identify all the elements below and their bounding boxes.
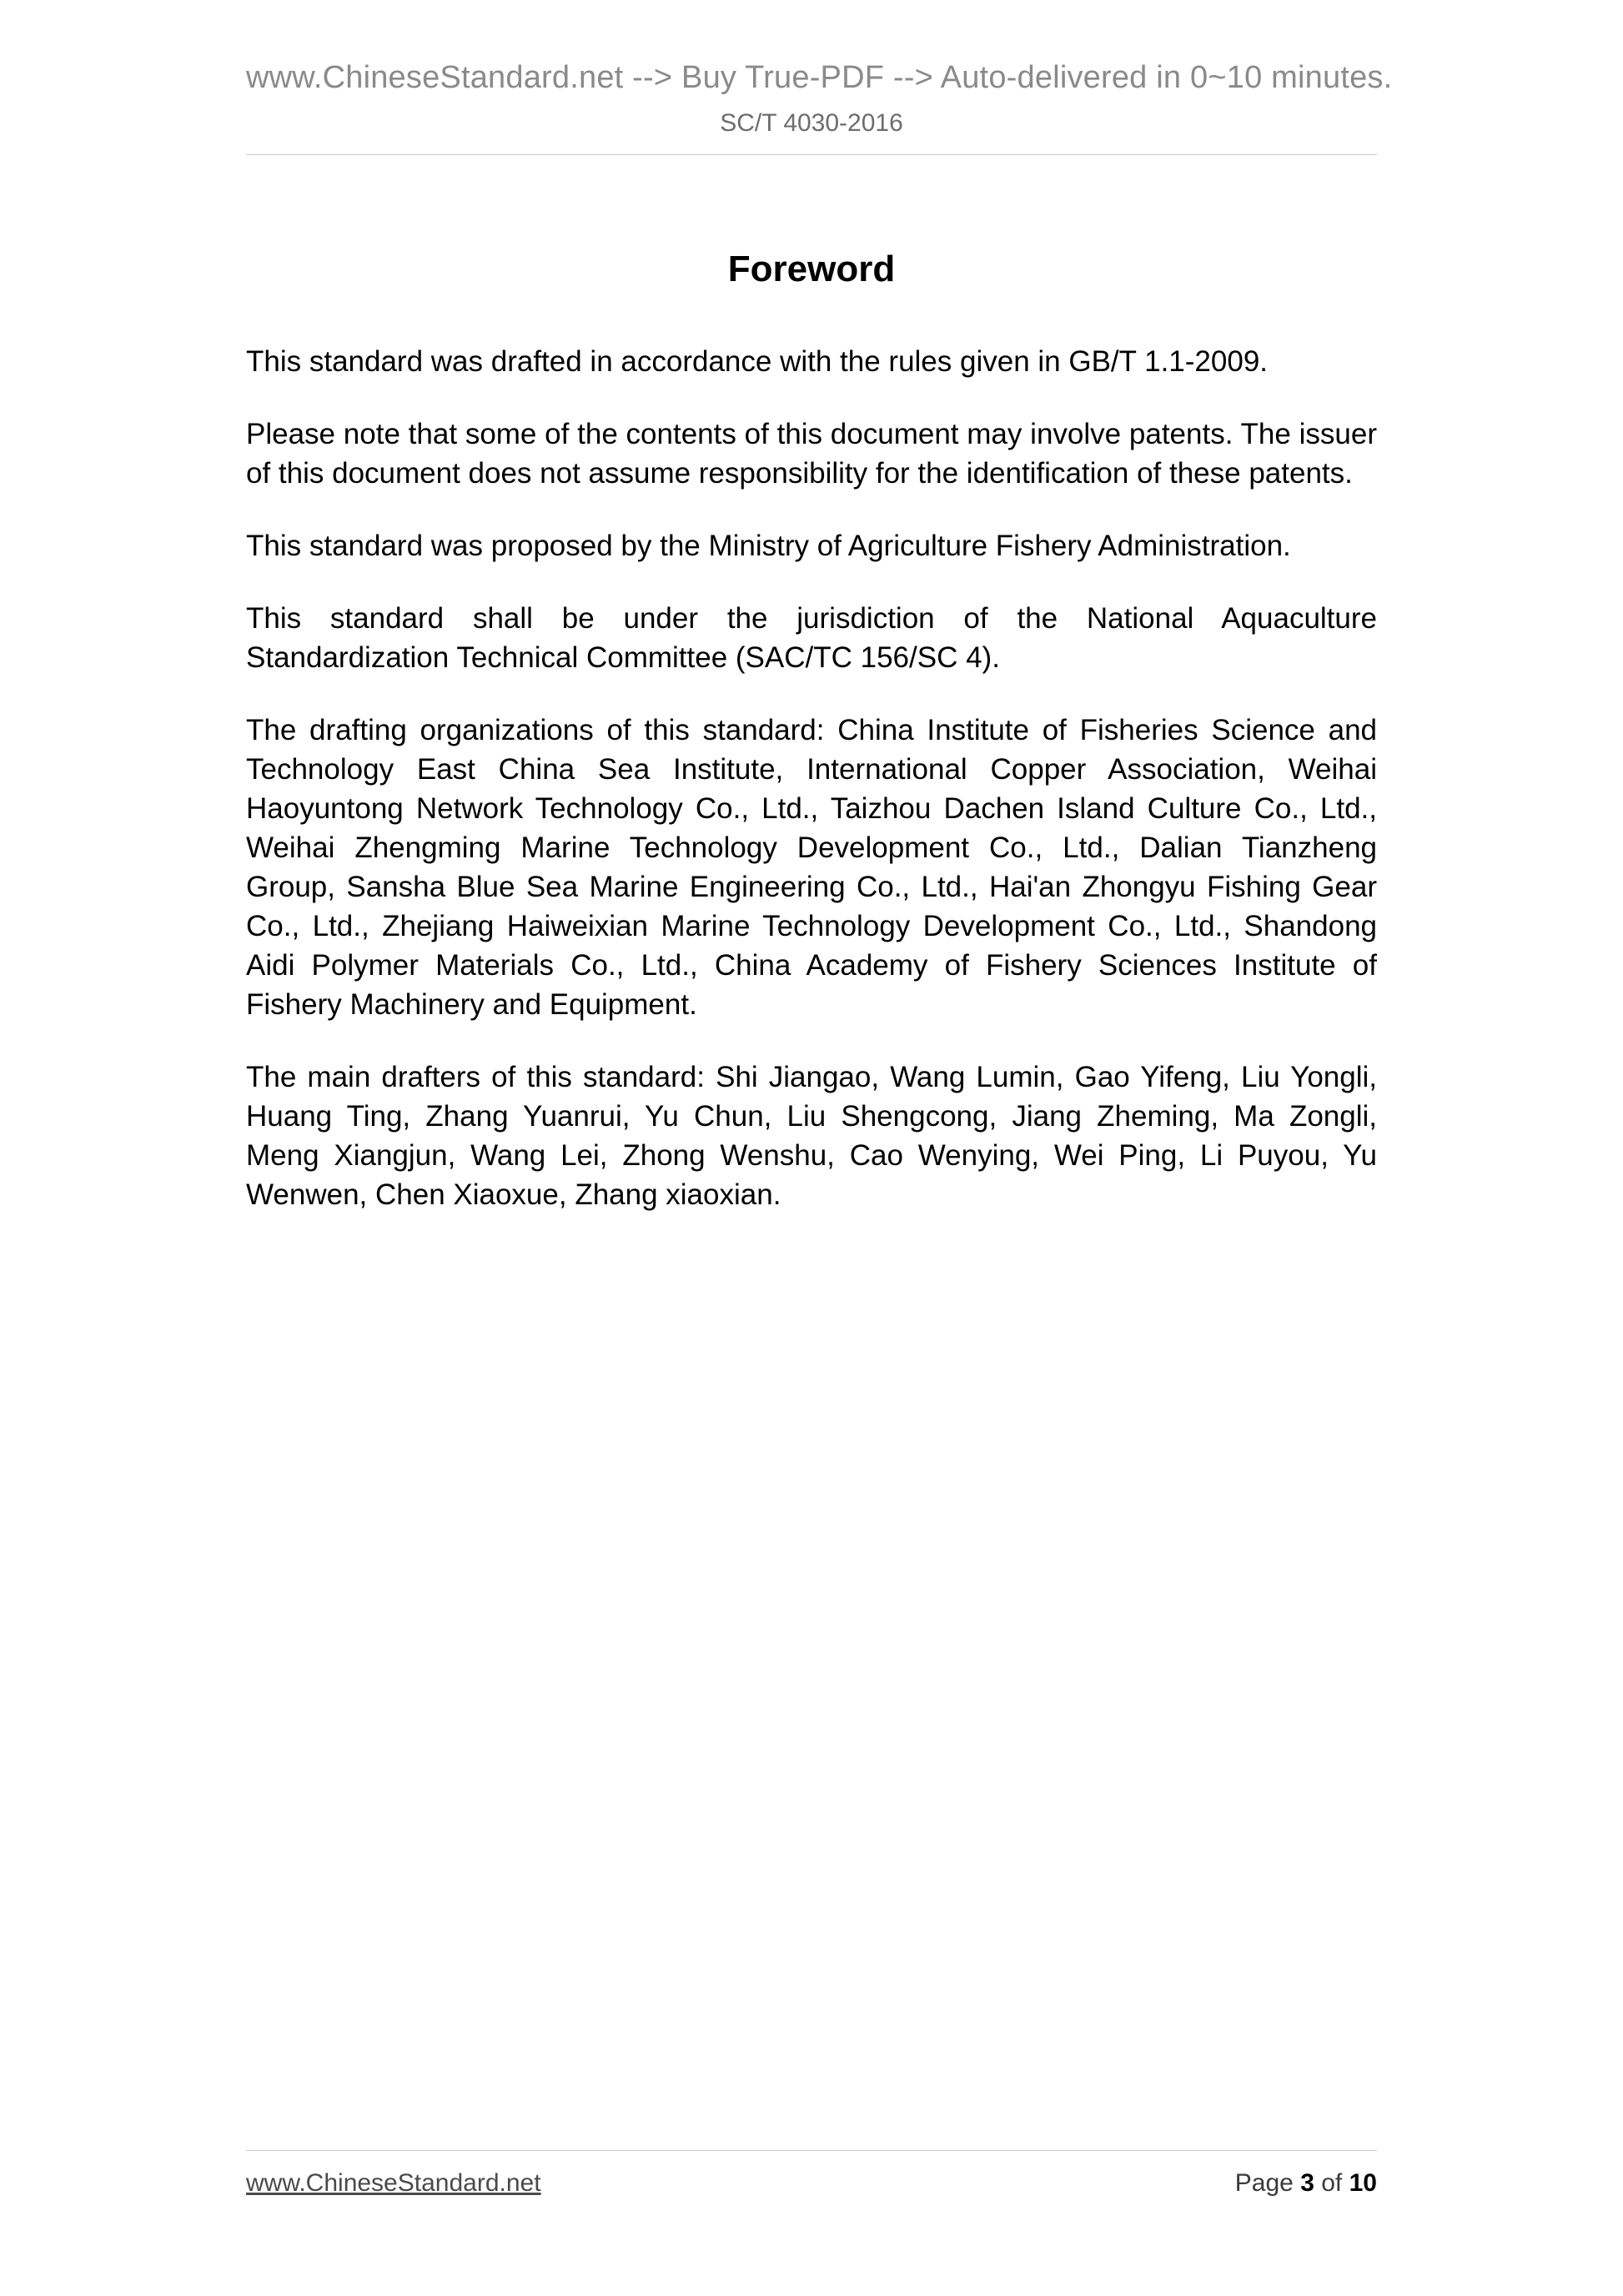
paragraph: This standard shall be under the jurisdiction of the National Aquaculture Standardization Technical Committee (SAC/TC 156/SC 4). [246, 602, 1377, 674]
page-footer [246, 2150, 1377, 2198]
standard-code: SC/T 4030-2016 [720, 109, 903, 137]
page-current: 3 [1300, 2169, 1314, 2197]
paragraph: Please note that some of the contents of this document may involve patents. The issuer of this document does not assume responsibility for the identification of these patents. [246, 418, 1377, 490]
header-divider [246, 154, 1377, 155]
page-title: Foreword [727, 249, 896, 289]
page-label: Page [1234, 2169, 1294, 2197]
paragraph: This standard was proposed by the Ministry of Agriculture Fishery Administration. [246, 530, 1291, 562]
paragraph: The main drafters of this standard: Shi Jiangao, Wang Lumin, Gao Yifeng, Liu Yongli, Huang Ting, Zhang Yuanrui, Yu Chun, Liu Shengcong, Jiang Zheming, Ma Zongli, Meng Xiangjun, Wang Lei, Zhong Wenshu, Cao Wenying, Wei Ping, Li Puyou, Yu Wenwen, Chen Xiaoxue, Zhang xiaoxian. [246, 1061, 1377, 1211]
paragraph: The drafting organizations of this standard: China Institute of Fisheries Science and Technology East China Sea Institute, International Copper Association, Weihai Haoyuntong Network Technology Co., Ltd., Taizhou Dachen Island Culture Co., Ltd., Weihai Zhengming Marine Technology Development Co., Ltd., Dalian Tianzheng Group, Sansha Blue Sea Marine Engineering Co., Ltd., Hai'an Zhongyu Fishing Gear Co., Ltd., Zhejiang Haiweixian Marine Technology Development Co., Ltd., Shandong Aidi Polymer Materials Co., Ltd., China Academy of Fishery Sciences Institute of Fishery Machinery and Equipment. [246, 714, 1377, 1021]
page-total: 10 [1349, 2169, 1377, 2197]
page-number-indicator [1235, 2169, 1377, 2198]
footer-divider [246, 2150, 1377, 2151]
footer-site-link[interactable]: www.ChineseStandard.net [246, 2169, 541, 2197]
watermark-banner: www.ChineseStandard.net --> Buy True-PDF --> Auto-delivered in 0~10 minutes. [246, 60, 1393, 95]
foreword-body [246, 342, 1377, 1214]
paragraph: This standard was drafted in accordance with the rules given in GB/T 1.1-2009. [246, 345, 1269, 378]
page-of-label: of [1321, 2169, 1343, 2197]
